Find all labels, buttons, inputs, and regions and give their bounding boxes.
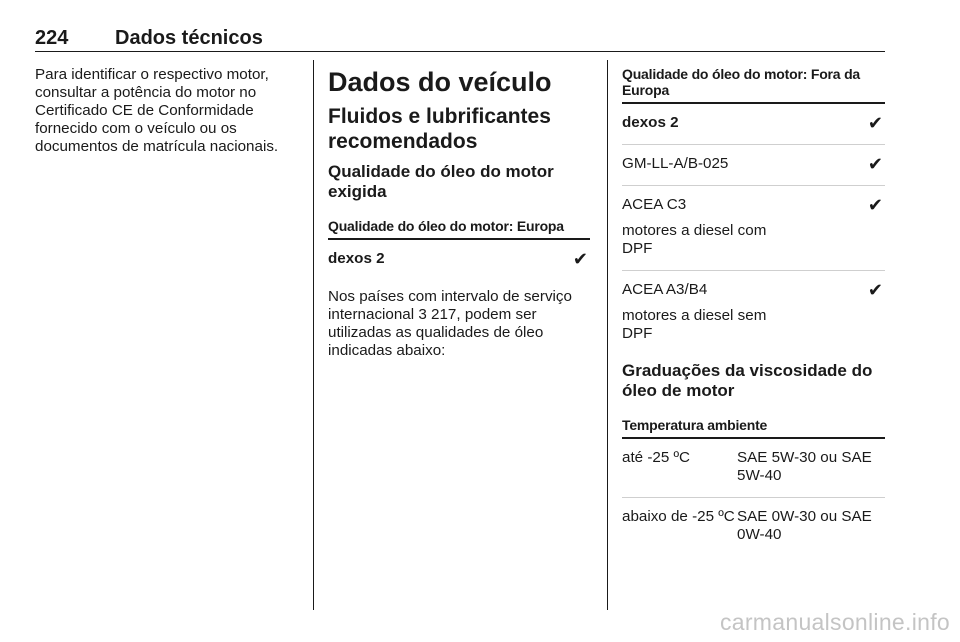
table-row	[622, 271, 885, 355]
temperature-cell: abaixo de -25 ºC	[622, 508, 735, 525]
oil-spec-label: ACEA C3	[622, 196, 687, 213]
table-row	[328, 240, 590, 280]
viscosity-grade-cell: SAE 0W-30 ou SAE 0W-40	[737, 508, 872, 543]
page-arrow-icon: 3	[418, 306, 427, 323]
table-row	[622, 104, 885, 145]
viscosity-table	[622, 417, 885, 556]
watermark: carmanualsonline.info	[719, 609, 950, 635]
non-europe-oil-table-header: Qualidade do óleo do motor: Fora da Europa	[622, 66, 885, 104]
oil-spec-label: GM-LL-A/B-025	[622, 155, 729, 172]
non-europe-oil-table	[622, 104, 885, 355]
oil-spec-label: dexos 2	[328, 250, 385, 267]
oil-spec-label: ACEA A3/B4	[622, 281, 708, 298]
oil-spec-note: motores a diesel com DPF	[622, 222, 767, 257]
temperature-cell: até -25 ºC	[622, 449, 691, 466]
viscosity-heading: Graduações da viscosidade do óleo de motor	[622, 361, 873, 400]
page-header	[35, 27, 885, 52]
check-icon: ✔	[867, 154, 883, 174]
europe-oil-table-header: Qualidade do óleo do motor: Europa	[328, 218, 590, 240]
europe-oil-table	[328, 218, 590, 280]
viscosity-table-header: Temperatura ambiente	[622, 417, 885, 439]
check-icon: ✔	[867, 280, 883, 300]
viscosity-grade-cell: SAE 5W-30 ou SAE 5W-40	[737, 449, 872, 484]
chapter-heading: Dados do veículo	[328, 67, 552, 97]
table-row	[622, 439, 885, 498]
table-row	[622, 145, 885, 186]
section-title: Dados técnicos	[115, 27, 263, 49]
check-icon: ✔	[572, 249, 588, 269]
column-1	[35, 66, 297, 156]
column-2	[328, 66, 590, 360]
column-divider-1	[313, 60, 314, 610]
column-divider-2	[607, 60, 608, 610]
column-3	[622, 66, 885, 556]
oil-spec-note: motores a diesel sem DPF	[622, 307, 767, 342]
page-reference-link[interactable]: 217	[431, 306, 457, 323]
page-number: 224	[35, 27, 69, 49]
check-icon: ✔	[867, 195, 883, 215]
table-row	[622, 498, 885, 556]
oil-spec-label: dexos 2	[622, 114, 679, 131]
table-row	[622, 186, 885, 271]
check-icon: ✔	[867, 113, 883, 133]
engine-identification-paragraph: Para identificar o respectivo motor, consultar a potência do motor no Certificado CE de Conformidade fornecido com o veículo ou os documentos de matrícula nacionais.	[35, 66, 279, 155]
subsection-heading: Qualidade do óleo do motor exigida	[328, 162, 554, 201]
service-interval-paragraph: Nos países com intervalo de serviço internacional 3 217, podem ser utilizadas as qualidades de óleo indicadas abaixo:	[328, 288, 572, 359]
section-heading: Fluidos e lubrificantes recomendados	[328, 105, 551, 153]
